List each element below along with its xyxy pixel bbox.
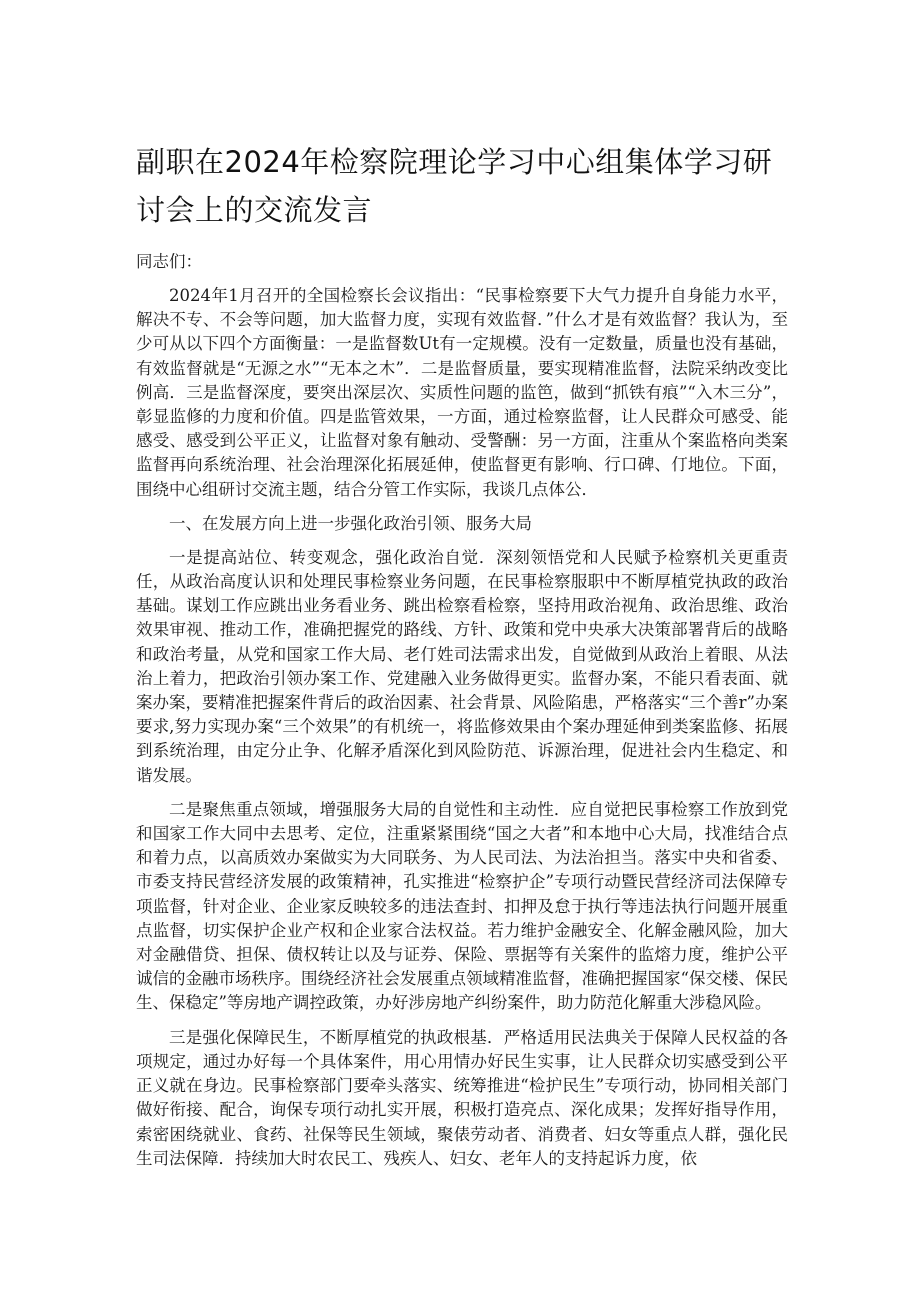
document-title: 副职在2024年检察院理论学习中心组集体学习研讨会上的交流发言 [136,145,773,227]
intro-paragraph: 2024年1月召开的全国检察长会议指出：“民事检察要下大气力提升自身能力水平，解决不专、不会等问题，加大监督力度，实现有效监督．”什么才是有效监督？我认为，至少可从以下四个方面衡量：一是监督数Ut有一定规模。没有一定数量，质量也没有基础，有效监督就是“无源之水”“无本之木”．二是监督质量，要实现精准监督，法院采纳改变比例高．三是监督深度，要突出深层次、实质性问题的监笆，做到“抓铁有痕”“入木三分”，彰显监修的力度和价值。四是监管效果，一方面，通过检察监督，让人民群众可感受、能感受、感受到公平正义，让监督对象有触动、受警酬：另一方面，注重从个案监格向类案监督再向系统治理、社会治理深化拓展延伸，使监督更有影响、行口碑、仃地位。下面，围绕中心组研讨交流主题，结合分管工作实际，我谈几点体公． [136,286,788,499]
paragraph-1: 一是提高站位、转变观念，强化政治自觉．深刻领悟党和人民赋予检察机关更重责任，从政治高度认识和处理民事检察业务问题，在民事检察服职中不断厚植党执政的政治基础。谋划工作应跳出业务看业务、跳出检察看检察，坚持用政治视角、政治思维、政治效果审视、推动工作，准确把握党的路线、方针、政策和党中央承大决策部署背后的战略和政治考量，从党和国家工作大局、老仃姓司法需求出发，自觉做到从政治上着眼、从法治上着力，把政治引领办案工作、党建融入业务做得更实。监督办案，不能只看表面、就案办案，要精准把握案件背后的政治因素、社会背景、风险陷患，严格落实“三个善r”办案要求,努力实现办案“三个效果”的有机统一，将监修效果由个案办理延伸到类案监修、拓展到系统治理，由定分止争、化解矛盾深化到风险防范、诉源治理，促进社会内生稳定、和谐发展。 [136,547,788,785]
paragraph-2: 二是聚焦重点领域，增强服务大局的自觉性和主动性．应自觉把民事检察工作放到党和国家工作大同中去思考、定位，注重紧紧围绕“国之大者”和本地中心大局，找准结合点和着力点，以高质效办案做实为大同联务、为人民司法、为法治担当。落实中央和省委、市委支持民营经济发展的政策精神，孔实推进“检察护企”专项行动暨民营经济司法保障专项监督，针对企业、企业家反映较多的违法查封、扣押及怠于执行等违法执行问题开展重点监督，切实保护企业产权和企业家合法权益。若力维护金融安全、化解金融风险，加大对金融借贷、担保、债权转让以及与证券、保险、票据等有关案件的监熔力度，维护公平诚信的金融市场秩序。围绕经济社会发展重点领域精准监督，准确把握国家“保交楼、保民生、保稳定”等房地产调控政策，办好涉房地产纠纷案件，助力防范化解重大涉稳风险。 [136,799,788,1013]
document-page [136,138,788,1181]
paragraph-3: 三是强化保障民生，不断厚植党的执政根基．严格适用民法典关于保障人民权益的各项规定，通过办好每一个具体案件，用心用情办好民生实事，让人民群众切实感受到公平正义就在身边。民事检察部门要牵头落实、统筹推进“检护民生”专项行动，协同相关部门做好衔接、配合，询保专项行动扎实开展，积极打造亮点、深化成果；发挥好指导作用，索密困绕就业、食药、社保等民生领域，聚俵劳动者、消费者、妇女等重点人群，强化民生司法保障．持续加大时农民工、残疾人、妇女、老年人的支持起诉力度，依 [136,1027,788,1168]
section-heading-1: 一、在发展方向上进一步强化政治引领、服务大局 [169,513,532,533]
salutation: 同志们： [136,252,202,271]
